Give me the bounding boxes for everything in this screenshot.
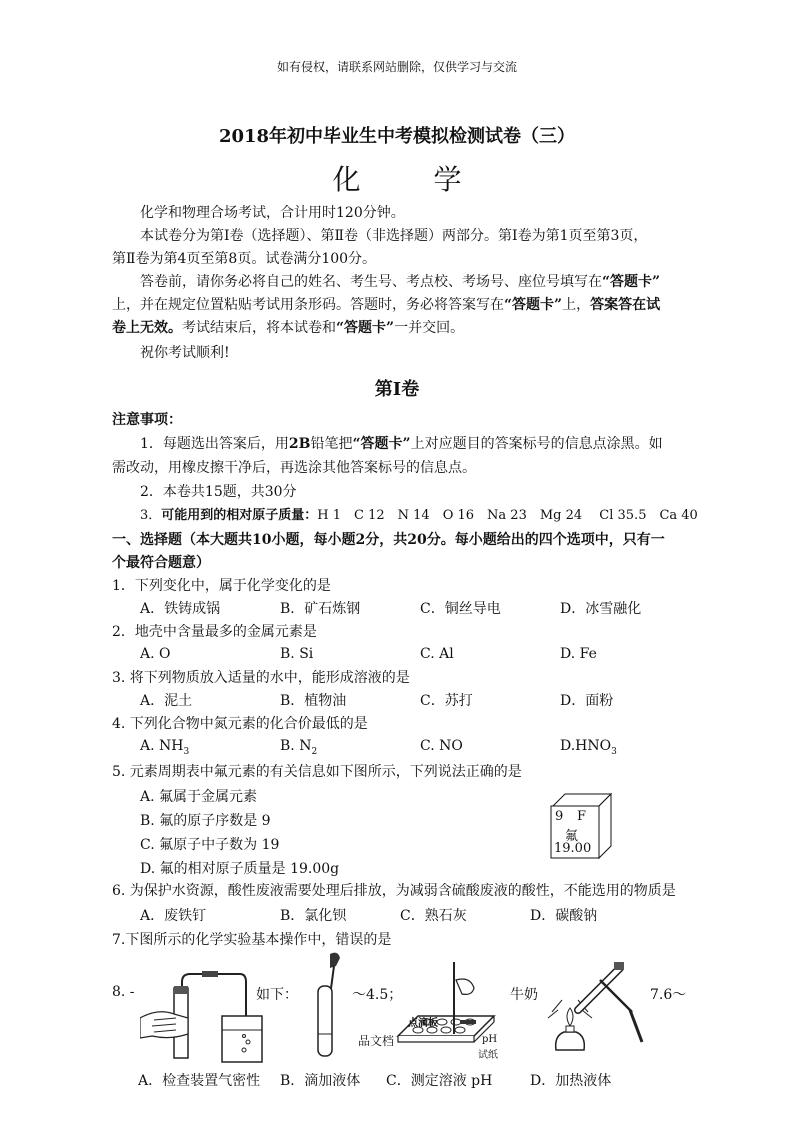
intro-p3c-answer-card: “答题卡” (336, 320, 395, 336)
q4-d-main: D.HNO (560, 738, 612, 754)
q8-fragment-3: ～4.5； (352, 987, 403, 1003)
intro-p3c (112, 318, 692, 338)
intro-p3c-bold: 卷上无效。 (112, 320, 182, 336)
q3-option-d: D．面粉 (560, 693, 614, 709)
element-number: 9 (555, 809, 564, 824)
note-3-masses: H 1 C 12 N 14 O 16 Na 23 Mg 24 Cl 35.5 Ca 40 (317, 508, 698, 523)
q5-option-d: D. 氟的相对原子质量是 19.00g (140, 861, 340, 877)
q2-option-b: B. Si (280, 646, 314, 662)
q3-option-b: B．植物油 (280, 693, 347, 709)
q2-option-a: A. O (140, 646, 171, 662)
q1-option-c: C．铜丝导电 (420, 601, 501, 617)
part1-line1: 一、选择题（本大题共10小题，每小题2分，共20分。每小题给出的四个选项中，只有一 (112, 532, 665, 548)
q4-option-b (280, 738, 317, 757)
intro-p2b: 第Ⅱ卷为第4页至第8页。试卷满分100分。 (112, 251, 377, 267)
element-symbol: F (577, 809, 587, 824)
element-name: 氟 (565, 829, 579, 844)
element-mass: 19.00 (554, 841, 592, 856)
q7-option-b: B．滴加液体 (280, 1073, 361, 1089)
q2-option-d: D. Fe (560, 646, 597, 662)
intro-p3b (112, 295, 692, 315)
q4-option-d (560, 738, 617, 757)
intro-p2a: 本试卷分为第Ⅰ卷（选择题）、第Ⅱ卷（非选择题）两部分。第Ⅰ卷为第1页至第3页， (140, 228, 648, 244)
figure-heating-liquid (544, 952, 654, 1062)
q7-option-c: C．测定溶液 pH (386, 1073, 493, 1089)
intro-p4: 祝你考试顺利! (140, 345, 230, 361)
header-note: 如有侵权，请联系网站删除，仅供学习与交流 (276, 60, 517, 74)
figure-dropping-liquid (300, 950, 360, 1062)
q1-option-a: A．铁铸成锅 (140, 601, 221, 617)
notes-heading: 注意事项： (112, 412, 182, 428)
note-1a-answer-card: “答题卡” (352, 436, 411, 452)
note-1a-text2: 铅笔把 (310, 436, 353, 452)
q1-option-b: B．矿石炼钢 (280, 601, 361, 617)
note-3 (112, 506, 698, 526)
figure-airtight-check (140, 958, 270, 1068)
note-1a-text3: 上对应题目的答案标号的信息点涂黑。如 (410, 436, 663, 452)
q5-option-a: A. 氟属于金属元素 (140, 789, 258, 805)
subject-title: 化 学 (332, 163, 494, 196)
q3-stem: 3. 将下列物质放入适量的水中，能形成溶液的是 (112, 670, 410, 686)
q5-option-c: C. 氟原子中子数为 19 (140, 837, 280, 853)
q5-option-b: B. 氟的原子序数是 9 (140, 813, 271, 829)
q6-option-a: A．废铁钉 (140, 908, 207, 924)
intro-p3a (112, 272, 692, 292)
q6-option-d: D．碳酸钠 (530, 908, 598, 924)
q5-stem: 5. 元素周期表中氟元素的有关信息如下图所示，下列说法正确的是 (112, 764, 522, 780)
intro-p3b-answer-card: “答题卡” (504, 297, 563, 313)
q1-option-d: D．冰雪融化 (560, 601, 642, 617)
q4-stem: 4. 下列化合物中氮元素的化合价最低的是 (112, 716, 368, 732)
drop-plate-label: 点滴板 (408, 1018, 438, 1029)
q8-fragment-1: 8. - (112, 984, 135, 1000)
q8-fragment-4: 牛奶 (510, 987, 538, 1003)
intro-p3a-answer-card: “答题卡” (602, 274, 661, 290)
note-3-label: 可能用到的相对原子质量： (161, 508, 318, 523)
intro-p1: 化学和物理合场考试，合计用时120分钟。 (140, 205, 405, 221)
q7-option-d: D．加热液体 (530, 1073, 612, 1089)
note-1a-2b: 2B (288, 436, 311, 452)
intro-p3b-text: 上，并在规定位置粘贴考试用条形码。答题时，务必将答案写在 (112, 297, 504, 313)
q4-b-sub: 2 (311, 746, 318, 757)
note-1a-text: 1．每题选出答案后，用 (140, 436, 289, 452)
q6-stem: 6. 为保护水资源，酸性废液需要处理后排放，为减弱含硫酸废液的酸性，不能选用的物质是 (112, 883, 676, 899)
note-1a (112, 434, 692, 454)
q4-option-a (140, 738, 189, 757)
part1-line2: 个最符合题意） (112, 555, 210, 571)
q4-option-c: C. NO (420, 738, 463, 754)
intro-p3b-bold: 答案答在试 (590, 297, 661, 313)
q4-d-sub: 3 (611, 746, 617, 757)
exam-title: 2018年初中毕业生中考模拟检测试卷（三） (218, 126, 576, 147)
intro-p3c-text: 考试结束后，将本试卷和 (182, 320, 336, 336)
intro-p3c-text2: 一并交回。 (394, 320, 465, 336)
q8-fragment-2: 如下： (256, 987, 298, 1003)
ph-paper-label-2: 试纸 (478, 1050, 498, 1061)
q2-stem: 2．地壳中含量最多的金属元素是 (112, 624, 317, 640)
note-2: 2．本卷共15题，共30分 (140, 484, 297, 500)
intro-p3b-text2: 上， (562, 297, 591, 313)
q7-stem: 7.下图所示的化学实验基本操作中，错误的是 (112, 932, 392, 948)
q3-option-c: C．苏打 (420, 693, 473, 709)
note-3-num: 3． (140, 508, 162, 523)
q4-b-main: B. N (280, 738, 312, 754)
q8-fragment-5: 7.6～ (650, 987, 687, 1003)
intro-p3a-text: 答卷前，请你务必将自己的姓名、考生号、考点校、考场号、座位号填写在 (140, 274, 602, 290)
q1-stem: 1．下列变化中，属于化学变化的是 (112, 578, 331, 594)
q6-option-c: C．熟石灰 (400, 908, 467, 924)
section1-title: 第Ⅰ卷 (374, 379, 420, 400)
fluorine-element-card (547, 792, 613, 860)
q4-a-sub: 3 (183, 746, 190, 757)
note-1b: 需改动，用橡皮擦干净后，再选涂其他答案标号的信息点。 (112, 460, 476, 476)
q2-option-c: C. Al (420, 646, 454, 662)
q8-fragment-6: 品文档 (358, 1034, 395, 1048)
ph-paper-label-1: pH (482, 1034, 498, 1045)
q3-option-a: A．泥土 (140, 693, 193, 709)
q7-option-a: A．检查装置气密性 (138, 1073, 261, 1089)
q4-a-main: A. NH (140, 738, 184, 754)
q6-option-b: B．氯化钡 (280, 908, 347, 924)
